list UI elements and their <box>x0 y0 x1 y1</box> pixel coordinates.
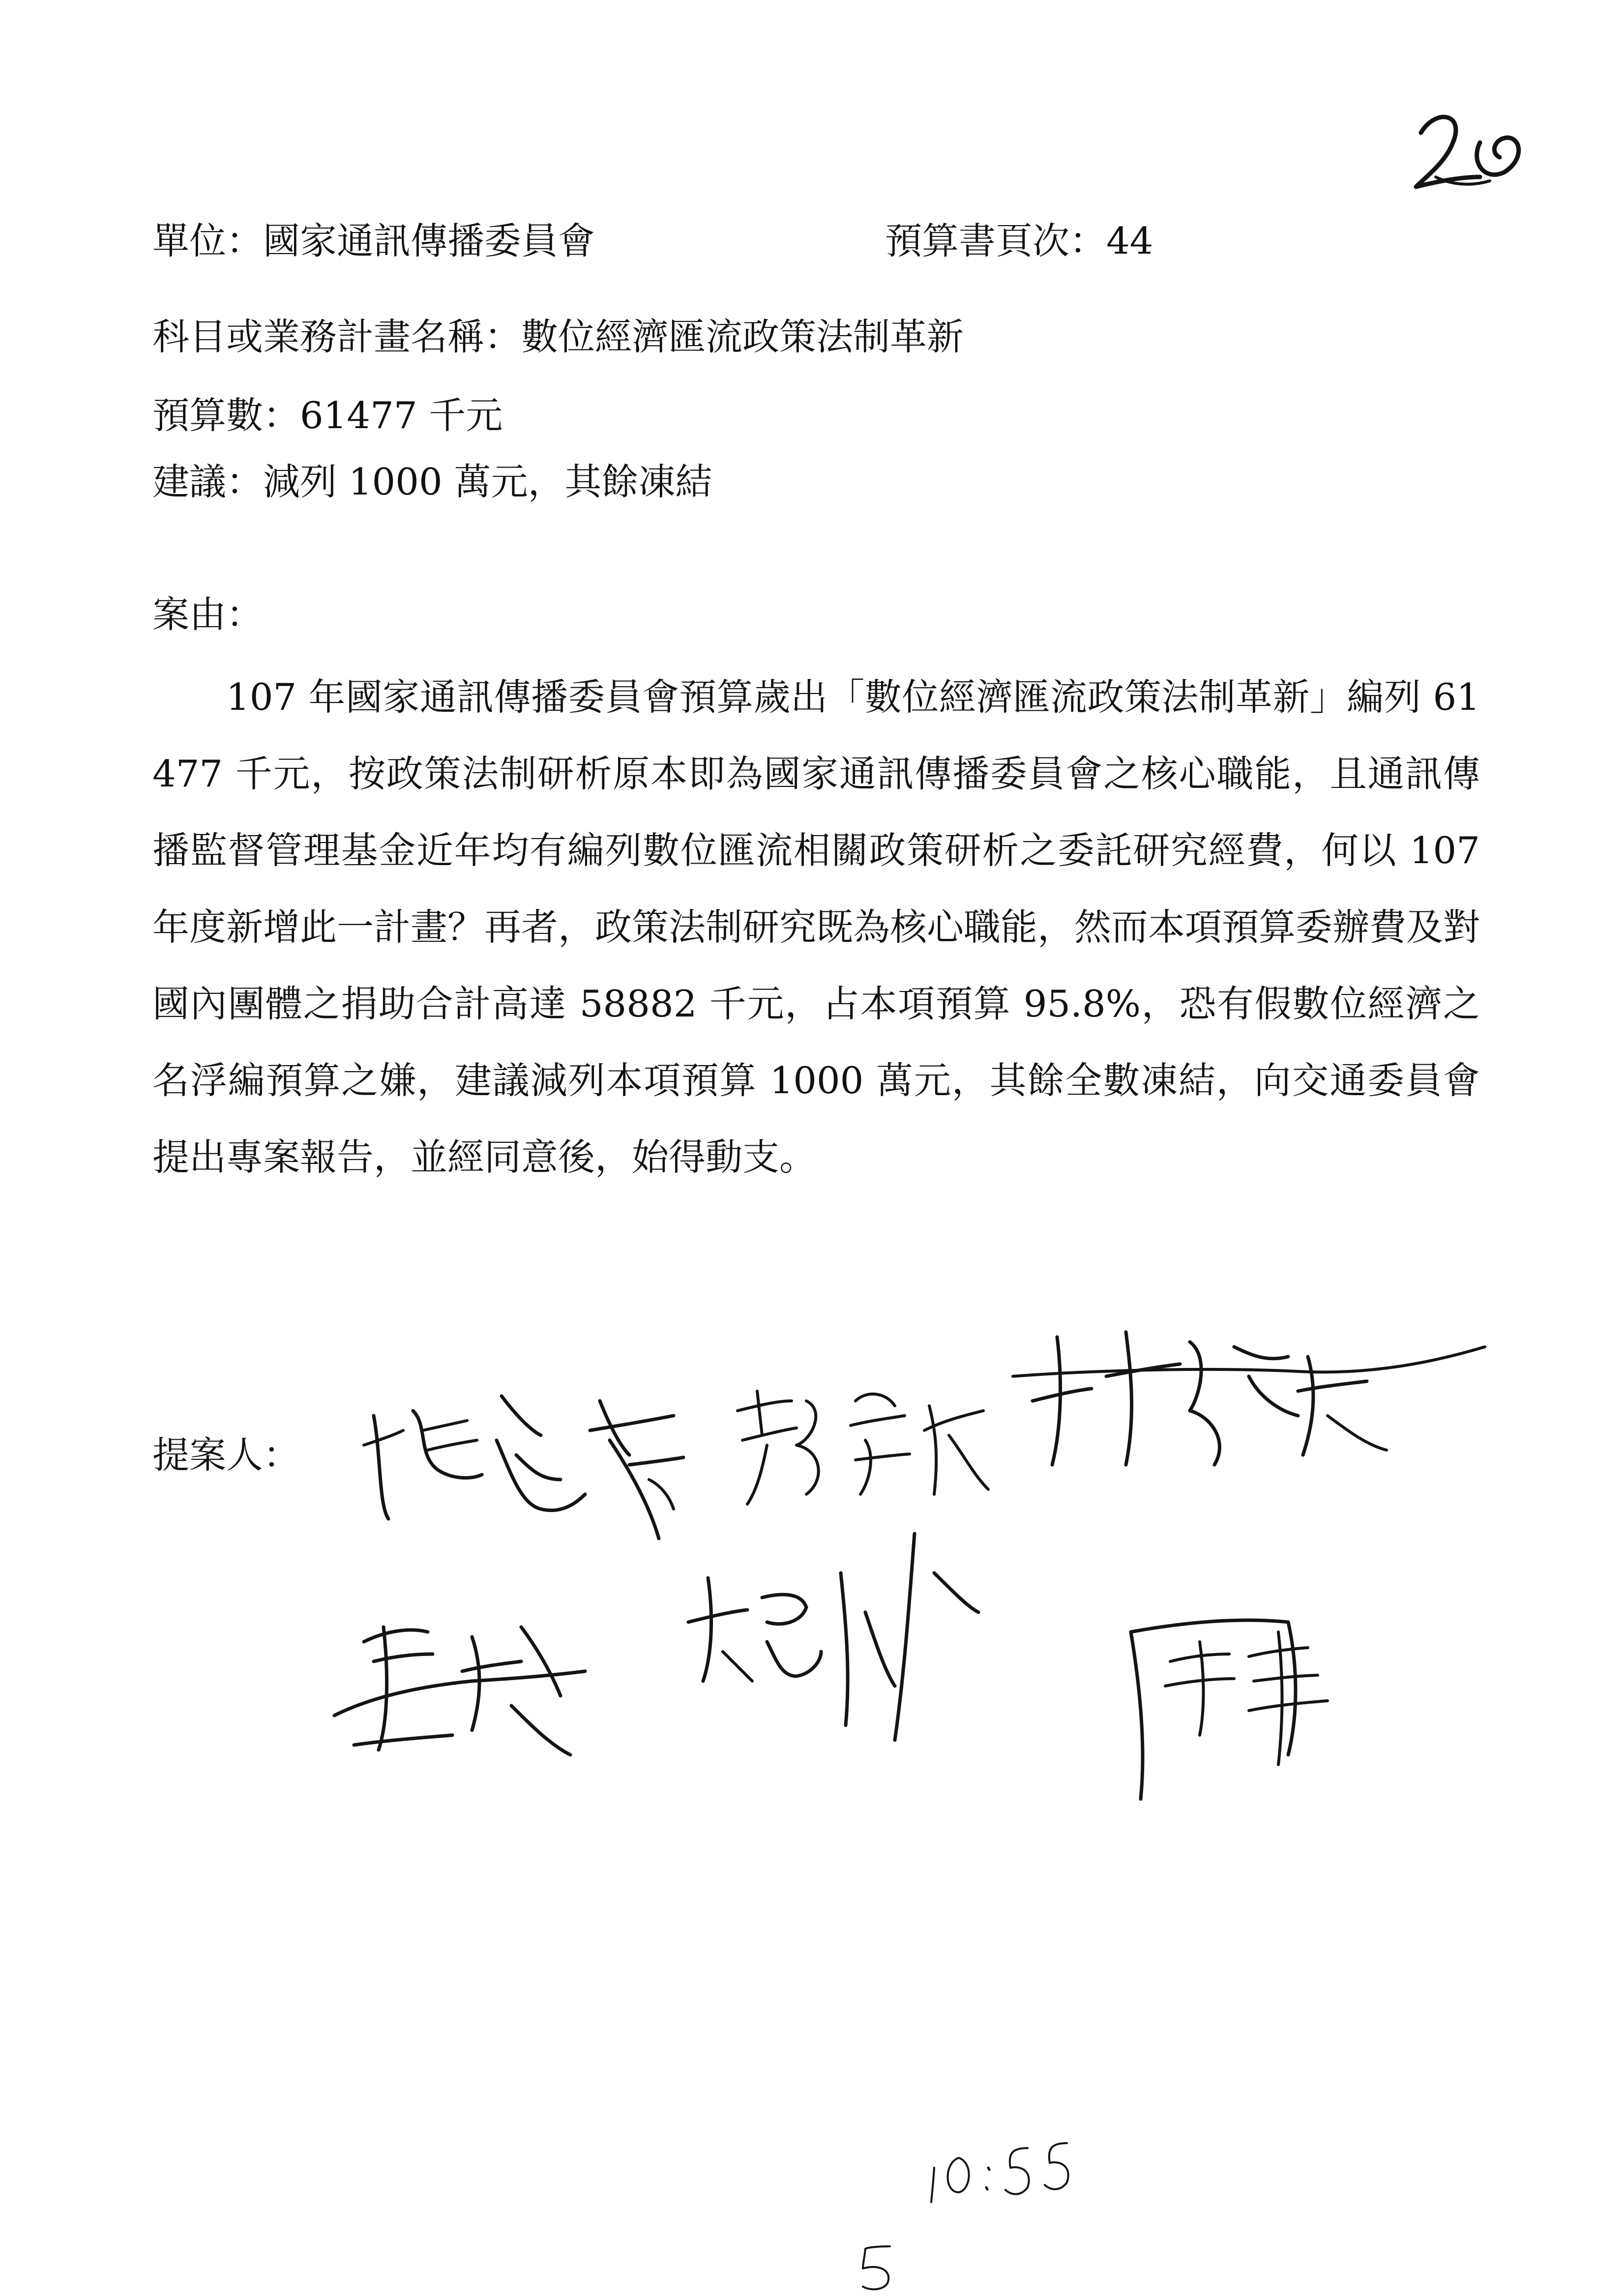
budget-book-page: 預算書頁次：44 <box>885 219 1153 262</box>
signature-1 <box>354 1357 698 1553</box>
reason-heading: 案由： <box>152 593 264 636</box>
signature-5 <box>679 1524 983 1745</box>
signature-2 <box>728 1371 1003 1514</box>
subject-line: 科目或業務計畫名稱：數位經濟匯流政策法制革新 <box>152 315 964 358</box>
handwritten-page-mark <box>851 2241 905 2296</box>
handwritten-time <box>924 2133 1082 2212</box>
signature-4 <box>325 1598 600 1774</box>
handwritten-page-number <box>1406 103 1534 202</box>
proposer-label: 提案人： <box>152 1433 300 1477</box>
budget-amount-line: 預算數：61477 千元 <box>152 394 503 437</box>
suggestion-line: 建議：減列 1000 萬元，其餘凍結 <box>152 460 712 503</box>
unit-name: 單位：國家通訊傳播委員會 <box>152 219 595 262</box>
signature-6 <box>1111 1593 1342 1809</box>
signature-3 <box>1003 1317 1495 1504</box>
reason-paragraph: 107 年國家通訊傳播委員會預算歲出「數位經濟匯流政策法制革新」編列 61477 千元，按政策法制研析原本即為國家通訊傳播委員會之核心職能，且通訊傳播監督管理基金近年均有編列數位匯流相關政策研析之委託研究經費，何以 107 年度新增此一計畫？再者，政策法制研究既為核心職能，然而本項預算委辦費及對國內團體之捐助合計高達 58882 千元，占本項預算 95.8%，恐有假數位經濟之名浮編預算之嫌，建議減列本項預算 1000 萬元，其餘全數凍結，向交通委員會提出專案報告，並經同意後，始得動支。 <box>152 675 1480 1179</box>
